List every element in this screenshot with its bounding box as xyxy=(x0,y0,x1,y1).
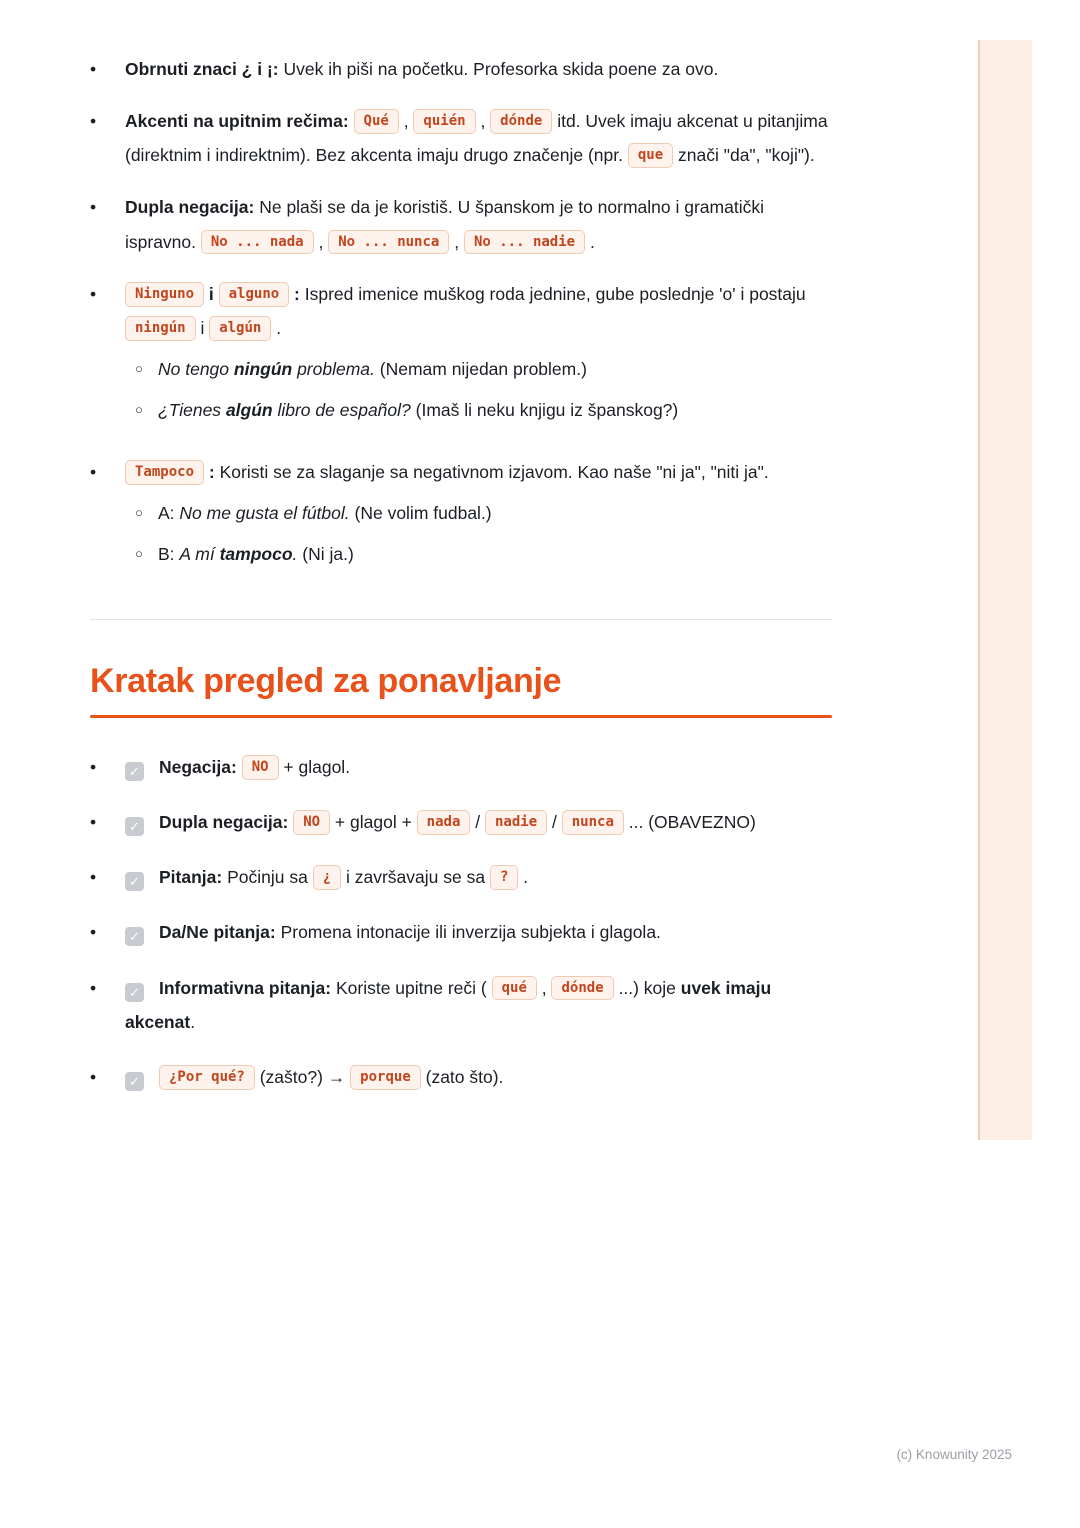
bold-text: Dupla negacija: xyxy=(125,197,255,218)
checkbox-checked[interactable] xyxy=(125,872,144,891)
item-content xyxy=(125,860,832,894)
code-chip: ¿ xyxy=(313,865,341,890)
bullet-icon: • xyxy=(90,197,97,218)
code-chip: que xyxy=(628,143,673,168)
sub-item-text xyxy=(158,540,354,568)
bold-italic-text: algún xyxy=(225,399,273,420)
bold-italic-text: ningún xyxy=(233,358,293,379)
circle-bullet-icon: ○ xyxy=(135,505,143,520)
bold-text: Pitanja: xyxy=(159,867,223,888)
code-chip: ¿Por qué? xyxy=(159,1065,255,1090)
code-chip: porque xyxy=(350,1065,421,1090)
item-text xyxy=(125,277,832,345)
code-chip: nunca xyxy=(562,810,624,835)
item-text xyxy=(125,104,832,172)
code-chip: Tampoco xyxy=(125,460,204,485)
bullet-icon: • xyxy=(90,812,97,833)
italic-text: . xyxy=(292,544,298,564)
item-content xyxy=(125,915,832,949)
check-icon: ✓ xyxy=(129,929,140,945)
right-margin-strip xyxy=(978,40,1032,1140)
text-run: Uvek ih piši na početku. Profesorka skida poene za ovo. xyxy=(278,59,719,79)
text-run: A: xyxy=(158,503,180,523)
text-run: Ispred imenice muškog roda jednine, gube poslednje 'o' i postaju xyxy=(299,283,806,304)
list-item xyxy=(90,455,832,581)
code-chip: Ninguno xyxy=(125,282,204,307)
text-run: (Imaš li neku knjigu iz španskog?) xyxy=(410,399,679,420)
text-run: , xyxy=(536,977,552,998)
checkbox-checked[interactable] xyxy=(125,927,144,946)
check-icon: ✓ xyxy=(129,764,140,779)
list-item xyxy=(90,805,832,839)
text-run: (Ni ja.) xyxy=(297,544,354,564)
bold-text: Da/Ne pitanja: xyxy=(159,922,276,943)
bullet-icon: • xyxy=(90,1066,97,1087)
item-text xyxy=(125,915,832,949)
text-run: Promena intonacije ili inverzija subjekta i glagola. xyxy=(275,922,661,943)
text-run: znači "da", "koji"). xyxy=(673,145,815,166)
text-run: + glagol. xyxy=(278,757,351,777)
text-run: (zašto?) → xyxy=(254,1066,351,1087)
item-text xyxy=(125,805,832,839)
check-icon: ✓ xyxy=(129,1073,140,1089)
item-content xyxy=(125,750,832,784)
check-icon: ✓ xyxy=(129,819,140,835)
check-icon: ✓ xyxy=(129,984,140,1000)
text-run: Počinju sa xyxy=(222,867,313,888)
list-item xyxy=(90,750,832,784)
review-heading: Kratak pregled za ponavljanje xyxy=(90,662,562,700)
text-run: i xyxy=(195,317,210,338)
code-chip: No ... nadie xyxy=(464,230,585,255)
item-content xyxy=(125,277,832,437)
text-run: Ne plaši se da je koristiš. U španskom je to normalno i gramatički ispravno. xyxy=(125,197,764,252)
text-run: , xyxy=(475,111,491,132)
item-content xyxy=(125,971,832,1039)
code-chip: ? xyxy=(490,865,518,890)
checkbox-checked[interactable] xyxy=(125,817,144,836)
code-chip: nada xyxy=(417,810,471,835)
bold-text: Negacija: xyxy=(159,757,242,777)
code-chip: nadie xyxy=(485,810,547,835)
code-chip: No ... nunca xyxy=(328,230,449,255)
item-content xyxy=(125,1060,832,1094)
text-run: i završavaju se sa xyxy=(341,867,490,888)
italic-text: A mí xyxy=(179,544,220,564)
checkbox-checked[interactable] xyxy=(125,1072,144,1091)
bold-text: : xyxy=(204,461,215,482)
circle-bullet-icon: ○ xyxy=(135,360,143,376)
item-text xyxy=(125,750,832,784)
text-run: / xyxy=(547,812,562,833)
item-content xyxy=(125,455,832,581)
notes-list xyxy=(90,52,832,581)
italic-text: problema. xyxy=(292,358,375,379)
item-content xyxy=(125,52,832,86)
item-content xyxy=(125,805,832,839)
review-checklist xyxy=(90,750,832,1094)
code-chip: No ... nada xyxy=(201,230,314,255)
italic-text: ¿Tienes xyxy=(158,399,226,420)
bullet-icon: • xyxy=(90,59,97,79)
text-run: itd. Uvek imaju akcenat u pitanjima (direktnim i indirektnim). Bez akcenta imaju drugo značenje (npr. xyxy=(125,111,828,166)
bold-text: : xyxy=(289,283,300,304)
text-run: . xyxy=(190,1011,196,1032)
code-chip: dónde xyxy=(551,976,613,1001)
sub-list-item xyxy=(135,396,832,424)
bullet-icon: • xyxy=(90,461,97,482)
item-text xyxy=(125,971,832,1039)
code-chip: qué xyxy=(492,976,537,1001)
list-item xyxy=(90,277,832,437)
heading-rule xyxy=(90,715,832,718)
bold-text: Dupla negacija: xyxy=(159,812,294,833)
code-chip: dónde xyxy=(490,109,552,134)
text-run: (Ne volim fudbal.) xyxy=(349,503,492,523)
item-text xyxy=(125,455,832,489)
italic-text: No me gusta el fútbol. xyxy=(179,503,350,523)
code-chip: alguno xyxy=(219,282,290,307)
bold-text: Informativna pitanja: xyxy=(159,977,332,998)
item-text xyxy=(125,190,832,258)
list-item xyxy=(90,860,832,894)
sub-item-text xyxy=(158,355,587,383)
checkbox-checked[interactable] xyxy=(125,983,144,1002)
bold-text: uvek imaju akcenat xyxy=(125,977,772,1032)
list-item xyxy=(90,971,832,1039)
code-chip: Qué xyxy=(354,109,399,134)
sub-list-item xyxy=(135,355,832,383)
text-run: . xyxy=(271,317,282,338)
text-run: ...) koje xyxy=(613,977,681,998)
bullet-icon: • xyxy=(90,111,97,132)
check-icon: ✓ xyxy=(129,874,140,890)
list-item xyxy=(90,52,832,86)
bullet-icon: • xyxy=(90,867,97,888)
bullet-icon: • xyxy=(90,922,97,943)
text-run: , xyxy=(398,111,414,132)
bullet-icon: • xyxy=(90,283,97,304)
text-run: Koristi se za slaganje sa negativnom izjavom. Kao naše "ni ja", "niti ja". xyxy=(214,461,769,482)
sub-list xyxy=(135,355,832,424)
circle-bullet-icon: ○ xyxy=(135,546,143,561)
content-area xyxy=(90,52,832,1115)
text-run: . xyxy=(518,867,529,888)
text-run: , xyxy=(449,231,464,252)
section-divider xyxy=(90,619,832,620)
sub-item-text xyxy=(158,396,678,424)
sub-list xyxy=(135,499,832,568)
bullet-icon: • xyxy=(90,977,97,998)
bullet-icon: • xyxy=(90,757,97,777)
italic-text: No tengo xyxy=(158,358,234,379)
code-chip: NO xyxy=(293,810,330,835)
item-content xyxy=(125,190,832,258)
sub-list-item xyxy=(135,540,832,568)
bold-italic-text: tampoco xyxy=(219,544,293,564)
text-run: (zato što). xyxy=(420,1066,504,1087)
sub-item-text xyxy=(158,499,492,527)
checkbox-checked[interactable] xyxy=(125,762,144,781)
bold-text: i xyxy=(204,283,219,304)
code-chip: quién xyxy=(413,109,475,134)
sub-list-item xyxy=(135,499,832,527)
item-text xyxy=(125,52,832,86)
bold-text: Akcenti na upitnim rečima: xyxy=(125,111,354,132)
text-run: / xyxy=(470,812,485,833)
footer-copyright: (c) Knowunity 2025 xyxy=(896,1447,1012,1462)
list-item xyxy=(90,915,832,949)
item-text xyxy=(125,1060,832,1094)
code-chip: algún xyxy=(209,316,271,341)
list-item xyxy=(90,1060,832,1094)
item-content xyxy=(125,104,832,172)
text-run: . xyxy=(585,231,595,252)
list-item xyxy=(90,104,832,172)
circle-bullet-icon: ○ xyxy=(135,401,143,417)
item-text xyxy=(125,860,832,894)
text-run: B: xyxy=(158,544,180,564)
italic-text: libro de español? xyxy=(272,399,411,420)
text-run: , xyxy=(313,231,329,252)
bold-text: Obrnuti znaci ¿ i ¡: xyxy=(125,59,279,79)
text-run: + glagol + xyxy=(330,812,417,833)
text-run: Koriste upitne reči ( xyxy=(331,977,492,998)
list-item xyxy=(90,190,832,258)
text-run: ... (OBAVEZNO) xyxy=(623,812,756,833)
code-chip: ningún xyxy=(125,316,196,341)
text-run: (Nemam nijedan problem.) xyxy=(374,358,587,379)
code-chip: NO xyxy=(242,755,279,780)
